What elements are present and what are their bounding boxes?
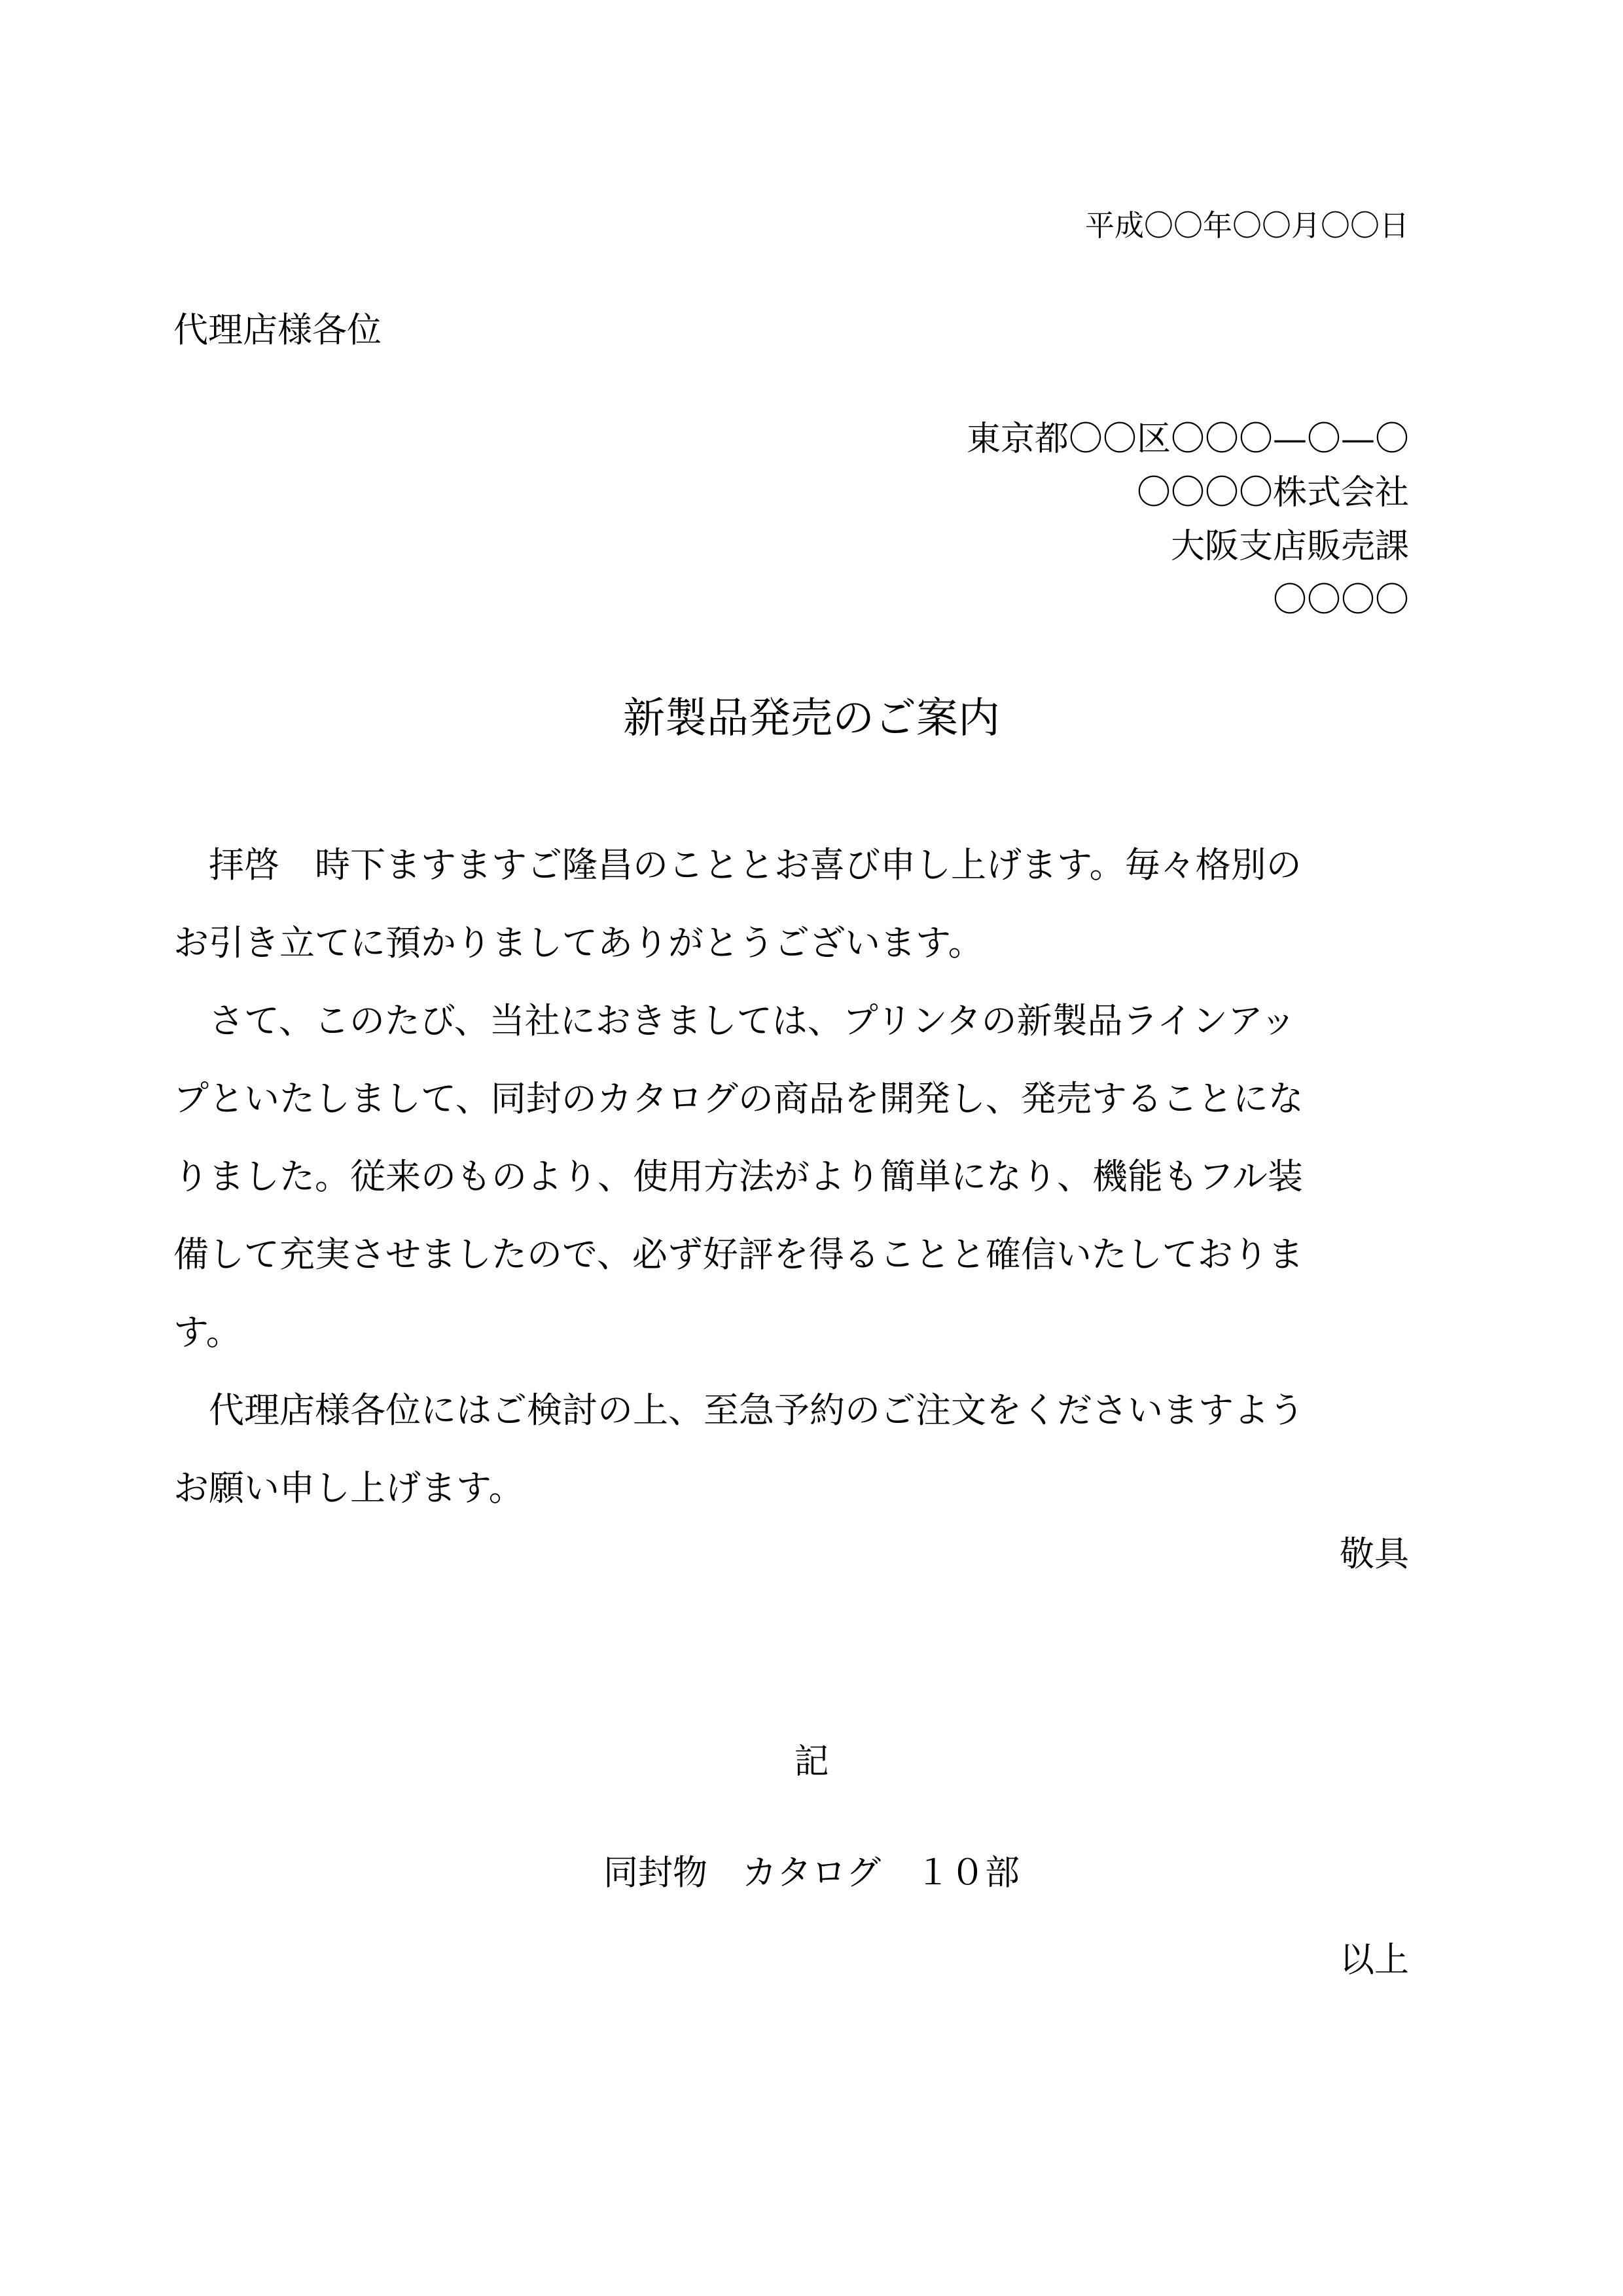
letter-body bbox=[173, 826, 1410, 1527]
body-line: お願い申し上げます。 bbox=[173, 1467, 524, 1509]
body-line: お引き立てに預かりましてありがとうございます。 bbox=[173, 922, 984, 963]
closing-keigu: 敬具 bbox=[1340, 1534, 1409, 1574]
sender-block bbox=[967, 412, 1409, 627]
enclosure-line: 同封物 カタログ １０部 bbox=[603, 1853, 1020, 1893]
ijo-end-mark: 以上 bbox=[1340, 1940, 1409, 1980]
ki-heading: 記 bbox=[794, 1742, 829, 1782]
sender-address: 東京都〇〇区〇〇〇—〇—〇 bbox=[966, 420, 1409, 459]
letter-title: 新製品発売のご案内 bbox=[623, 694, 1000, 743]
sender-company: 〇〇〇〇株式会社 bbox=[1136, 473, 1409, 512]
recipient: 代理店様各位 bbox=[173, 310, 382, 350]
body-line: 備して充実させましたので、必ず好評を得ることと確信いたしておりま bbox=[173, 1234, 1304, 1275]
body-line: さて、このたび、当社におきましては、プリンタの新製品ラインアッ bbox=[173, 1000, 1296, 1041]
body-line: 拝啓 時下ますますご隆昌のこととお喜び申し上げます。毎々格別の bbox=[173, 844, 1302, 886]
body-line: プといたしまして、同封のカタログの商品を開発し、発売することにな bbox=[173, 1078, 1304, 1119]
sender-department: 大阪支店販売課 bbox=[1170, 527, 1409, 566]
body-line: す。 bbox=[173, 1312, 241, 1353]
sender-name: 〇〇〇〇 bbox=[1272, 581, 1409, 620]
body-line: 代理店様各位にはご検討の上、至急予約のご注文をくださいますよう bbox=[173, 1390, 1304, 1431]
body-line: りました。従来のものより、使用方法がより簡単になり、機能もフル装 bbox=[173, 1156, 1303, 1197]
letter-date: 平成〇〇年〇〇月〇〇日 bbox=[1084, 208, 1409, 243]
